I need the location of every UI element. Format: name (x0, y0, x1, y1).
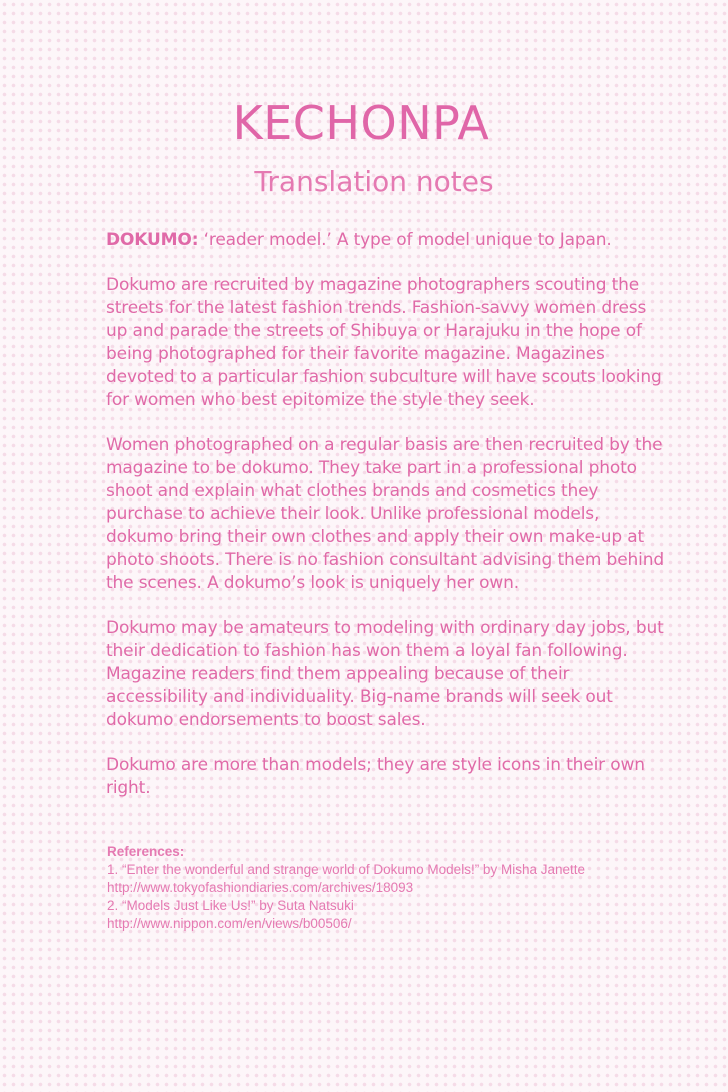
reference-link[interactable]: http://www.tokyofashiondiaries.com/archives/18093 (107, 880, 414, 895)
body-paragraph: Women photographed on a regular basis are then recruited by the magazine to be dokumo. They take part in a professional photo shoot and explain what clothes brands and cosmetics they purchase to achieve their look. Unlike professional models, dokumo bring their own clothes and apply their own make-up at photo shoots. There is no fashion consultant advising them behind the scenes. A dokumo’s look is uniquely her own. (106, 435, 664, 593)
body-paragraph: Dokumo are more than models; they are style icons in their own right. (106, 755, 645, 798)
definition-paragraph (106, 229, 666, 252)
page-title: KECHONPA (232, 96, 490, 150)
references-section (107, 843, 707, 933)
reference-link[interactable]: http://www.nippon.com/en/views/b00506/ (107, 916, 352, 931)
reference-line: 1. “Enter the wonderful and strange world of Dokumo Models!” by Misha Janette (107, 862, 585, 877)
reference-line: 2. “Models Just Like Us!” by Suta Natsuki (107, 898, 354, 913)
definition-term: DOKUMO: (106, 230, 199, 250)
references-label: References: (107, 844, 185, 859)
notes-body (106, 229, 666, 822)
page-subtitle: Translation notes (254, 165, 494, 198)
body-paragraph: Dokumo may be amateurs to modeling with ordinary day jobs, but their dedication to fashion has won them a loyal fan following. Magazine readers find them appealing because of their accessibility and individuality. Big-name brands will seek out dokumo endorsements to boost sales. (106, 618, 664, 730)
definition-text: ‘reader model.’ A type of model unique to Japan. (198, 230, 612, 250)
body-paragraph: Dokumo are recruited by magazine photographers scouting the streets for the latest fashion trends. Fashion-savvy women dress up and parade the streets of Shibuya or Harajuku in the hope of being photographed for their favorite magazine. Magazines devoted to a particular fashion subculture will have scouts looking for women who best epitomize the style they seek. (106, 275, 662, 410)
